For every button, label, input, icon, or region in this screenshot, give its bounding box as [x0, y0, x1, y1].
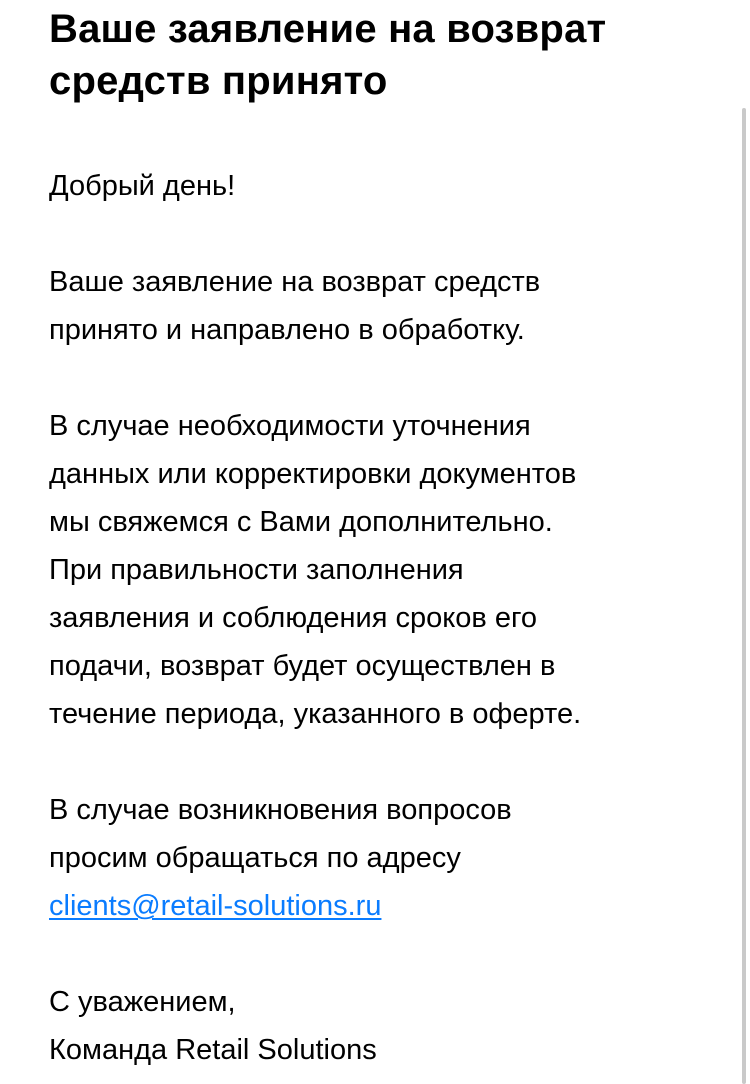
contact-email-link[interactable]: clients@retail-solutions.ru [49, 890, 382, 922]
paragraph-line: течение периода, указанного в оферте. [49, 698, 582, 730]
signature [49, 978, 710, 1074]
signoff-line: Команда Retail Solutions [49, 1034, 377, 1066]
paragraph-line: принято и направлено в обработку. [49, 314, 525, 346]
signoff-line: С уважением, [49, 986, 236, 1018]
paragraph-line: мы свяжемся с Вами дополнительно. [49, 506, 553, 538]
paragraph-line: заявления и соблюдения сроков его [49, 602, 538, 634]
paragraph-line: В случае необходимости уточнения [49, 410, 531, 442]
paragraph-line: просим обращаться по адресу [49, 842, 461, 874]
paragraph-line: В случае возникновения вопросов [49, 794, 512, 826]
paragraph-line: данных или корректировки документов [49, 458, 577, 490]
contact-paragraph [49, 786, 710, 930]
paragraph-line: При правильности заполнения [49, 554, 464, 586]
title-line: Ваше заявление на возврат [49, 7, 607, 51]
scrollbar[interactable] [742, 108, 746, 1084]
processing-paragraph [49, 402, 710, 738]
greeting: Добрый день! [49, 170, 236, 202]
title-line: средств принято [49, 59, 388, 103]
paragraph-line: подачи, возврат будет осуществлен в [49, 650, 556, 682]
paragraph-line: Ваше заявление на возврат средств [49, 266, 541, 298]
email-subject-title [49, 0, 710, 107]
confirmation-paragraph [49, 258, 710, 354]
